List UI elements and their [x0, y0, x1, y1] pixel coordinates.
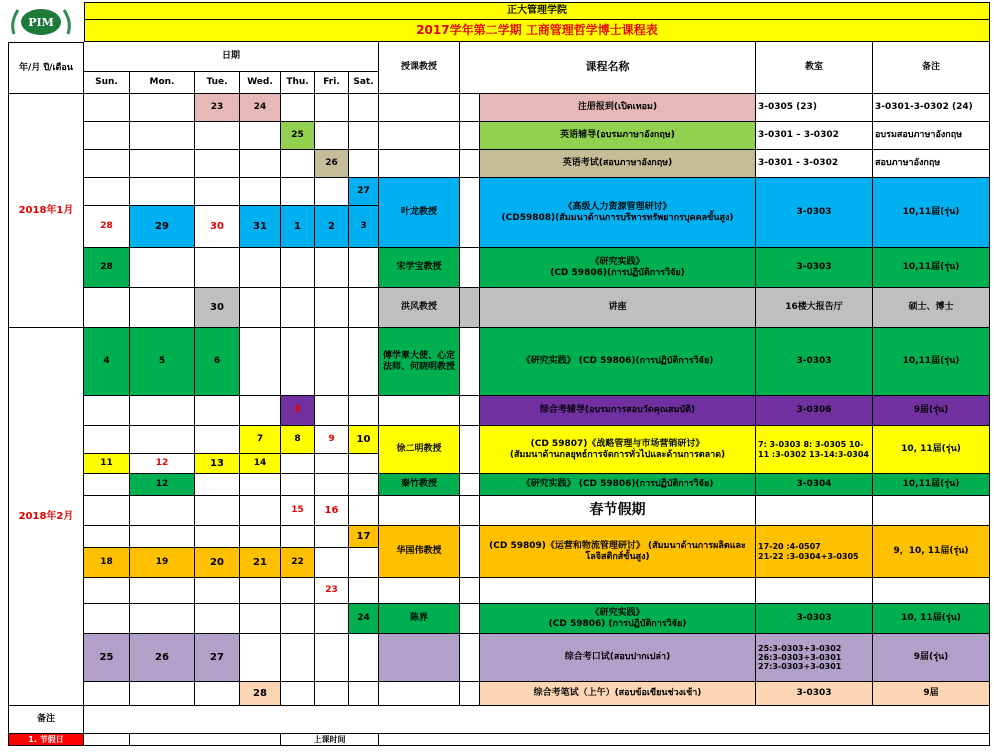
date-cell: 25: [281, 122, 315, 150]
empty-date-cell: [281, 634, 315, 682]
date-cell: 28: [84, 206, 130, 248]
empty-date-cell: [315, 178, 349, 206]
page-title: 2017学年第二学期 工商管理哲学博士课程表: [84, 20, 990, 42]
empty-date-cell: [130, 396, 195, 426]
empty-date-cell: [240, 396, 281, 426]
room-cell: 3-0303: [756, 248, 873, 288]
empty-date-cell: [240, 474, 281, 496]
empty-date-cell: [84, 474, 130, 496]
empty-date-cell: [315, 548, 349, 578]
course-cell: 《研究实践》 (CD 59806)(การปฏิบัติการวิจัย): [480, 248, 756, 288]
date-cell: 8: [281, 396, 315, 426]
empty-date-cell: [281, 328, 315, 396]
teacher-cell: [379, 682, 460, 706]
empty-date-cell: [84, 426, 130, 454]
empty-date-cell: [130, 94, 195, 122]
empty-date-cell: [349, 682, 379, 706]
empty-date-cell: [195, 578, 240, 604]
date-cell: 19: [130, 548, 195, 578]
note-cell: 9届(รุ่น): [873, 396, 990, 426]
empty-date-cell: [349, 474, 379, 496]
teacher-cell: 宋学宝教授: [379, 248, 460, 288]
date-header: 日期: [84, 42, 379, 72]
legend-cell: [130, 734, 281, 746]
empty-date-cell: [240, 604, 281, 634]
date-cell: 27: [349, 178, 379, 206]
course-cell: 讲座: [480, 288, 756, 328]
legend-cell: [379, 734, 990, 746]
empty-date-cell: [349, 454, 379, 474]
empty-date-cell: [349, 150, 379, 178]
date-cell: 12: [130, 474, 195, 496]
note-cell: 10, 11届(รุ่น): [873, 604, 990, 634]
empty-date-cell: [130, 604, 195, 634]
note-cell: 硕士、博士: [873, 288, 990, 328]
empty-date-cell: [281, 454, 315, 474]
empty-date-cell: [130, 682, 195, 706]
empty-date-cell: [281, 248, 315, 288]
date-cell: 21: [240, 548, 281, 578]
teacher-cell: 徐二明教授: [379, 426, 460, 474]
empty-date-cell: [84, 178, 130, 206]
empty-date-cell: [240, 526, 281, 548]
empty-date-cell: [84, 288, 130, 328]
holiday-legend: 1. 节假日: [8, 734, 84, 746]
empty-date-cell: [195, 426, 240, 454]
empty-date-cell: [84, 94, 130, 122]
date-cell: 2: [315, 206, 349, 248]
room-cell: 17-20 :4-0507 21-22 :3-0304+3-0305: [756, 526, 873, 578]
empty-date-cell: [315, 604, 349, 634]
spacer-cell: [460, 682, 480, 706]
teacher-cell: [379, 122, 460, 150]
spacer-cell: [460, 328, 480, 396]
date-cell: 15: [281, 496, 315, 526]
teacher-cell: 陈界: [379, 604, 460, 634]
date-cell: 24: [349, 604, 379, 634]
spacer-cell: [460, 604, 480, 634]
empty-date-cell: [195, 122, 240, 150]
date-cell: 11: [84, 454, 130, 474]
empty-date-cell: [281, 526, 315, 548]
date-cell: 31: [240, 206, 281, 248]
course-cell: 《高级人力资源管理研讨》 (CD59808)(สัมมนาด้านการบริหารทรัพยากรบุคคลขั้นสูง): [480, 178, 756, 248]
empty-date-cell: [84, 604, 130, 634]
course-cell: (CD 59809)《运营和物流管理研讨》 (สัมมนาด้านการผลิตและโลจิสติกส์ขั้นสูง): [480, 526, 756, 578]
empty-date-cell: [315, 288, 349, 328]
empty-date-cell: [84, 526, 130, 548]
month-feb: 2018年2月: [8, 328, 84, 706]
teacher-cell: [379, 578, 460, 604]
empty-date-cell: [240, 634, 281, 682]
empty-date-cell: [315, 526, 349, 548]
day-sun: Sun.: [84, 72, 130, 94]
room-cell: 3-0304: [756, 474, 873, 496]
room-cell: 3-0303: [756, 178, 873, 248]
day-fri: Fri.: [315, 72, 349, 94]
empty-date-cell: [349, 328, 379, 396]
teacher-cell: [379, 634, 460, 682]
empty-date-cell: [281, 578, 315, 604]
empty-date-cell: [349, 396, 379, 426]
teacher-cell: 傅学章大使、心定法师、何晓明教授: [379, 328, 460, 396]
month-jan: 2018年1月: [8, 94, 84, 328]
room-cell: 3-0305 (23): [756, 94, 873, 122]
course-cell: [480, 578, 756, 604]
school-name: 正大管理学院: [84, 2, 990, 20]
date-cell: 26: [315, 150, 349, 178]
course-cell: 《研究实践》 (CD 59806)(การปฏิบัติการวิจัย): [480, 474, 756, 496]
teacher-cell: [379, 150, 460, 178]
svg-text:PIM: PIM: [28, 16, 54, 29]
empty-date-cell: [84, 396, 130, 426]
teacher-cell: 洪风教授: [379, 288, 460, 328]
date-cell: 14: [240, 454, 281, 474]
empty-date-cell: [84, 578, 130, 604]
date-cell: 28: [84, 248, 130, 288]
school-logo: [8, 4, 74, 40]
date-cell: 27: [195, 634, 240, 682]
room-cell: 3-0303: [756, 682, 873, 706]
date-cell: 23: [315, 578, 349, 604]
spacer-cell: [460, 122, 480, 150]
day-tue: Tue.: [195, 72, 240, 94]
course-cell: 《研究实践》 (CD 59806)(การปฏิบัติการวิจัย): [480, 328, 756, 396]
empty-date-cell: [315, 122, 349, 150]
month-header: 年/月 ปี/เดือน: [8, 42, 84, 94]
note-cell: 10,11届(รุ่น): [873, 248, 990, 288]
empty-date-cell: [130, 578, 195, 604]
course-cell: (CD 59807)《战略管理与市场营销研讨》 (สัมมนาด้านกลยุทธ์การจัดการทั่วไปและด้านการตลาด): [480, 426, 756, 474]
empty-date-cell: [240, 150, 281, 178]
room-header: 教室: [756, 42, 873, 94]
date-cell: 8: [281, 426, 315, 454]
note-header: 备注: [873, 42, 990, 94]
empty-date-cell: [195, 474, 240, 496]
course-cell: 《研究实践》 (CD 59806) (การปฏิบัติการวิจัย): [480, 604, 756, 634]
empty-date-cell: [349, 634, 379, 682]
note-cell: 10,11届(รุ่น): [873, 474, 990, 496]
empty-date-cell: [281, 474, 315, 496]
spacer-cell: [460, 150, 480, 178]
day-wed: Wed.: [240, 72, 281, 94]
teacher-cell: 秦竹教授: [379, 474, 460, 496]
room-cell: 3-0301 - 3-0302: [756, 150, 873, 178]
class-time-legend: 上课时间: [281, 734, 379, 746]
remark-cell: [84, 706, 990, 734]
empty-date-cell: [315, 474, 349, 496]
empty-date-cell: [84, 122, 130, 150]
spacer-cell: [460, 396, 480, 426]
date-cell: 9: [315, 426, 349, 454]
empty-date-cell: [84, 150, 130, 178]
note-cell: 10,11届(รุ่น): [873, 328, 990, 396]
date-cell: 30: [195, 206, 240, 248]
spacer-cell: [460, 496, 480, 526]
empty-date-cell: [130, 496, 195, 526]
date-cell: 24: [240, 94, 281, 122]
room-cell: 3-0303: [756, 328, 873, 396]
date-cell: 5: [130, 328, 195, 396]
empty-date-cell: [281, 682, 315, 706]
empty-date-cell: [240, 248, 281, 288]
empty-date-cell: [315, 682, 349, 706]
empty-date-cell: [130, 248, 195, 288]
date-cell: 25: [84, 634, 130, 682]
remark-label: 备注: [8, 706, 84, 734]
room-cell: [756, 578, 873, 604]
date-cell: 23: [195, 94, 240, 122]
empty-date-cell: [349, 496, 379, 526]
course-cell: 英语考试(สอบภาษาอังกฤษ): [480, 150, 756, 178]
empty-date-cell: [281, 604, 315, 634]
empty-date-cell: [195, 526, 240, 548]
empty-date-cell: [130, 526, 195, 548]
day-thu: Thu.: [281, 72, 315, 94]
date-cell: 13: [195, 454, 240, 474]
date-cell: 1: [281, 206, 315, 248]
empty-date-cell: [130, 122, 195, 150]
note-cell: 3-0301-3-0302 (24): [873, 94, 990, 122]
teacher-cell: [379, 496, 460, 526]
date-cell: 12: [130, 454, 195, 474]
date-cell: 3: [349, 206, 379, 248]
course-cell: 英语辅导(อบรมภาษาอังกฤษ): [480, 122, 756, 150]
empty-date-cell: [195, 248, 240, 288]
spacer-cell: [460, 526, 480, 578]
course-cell: 综合考笔试（上午）(สอบข้อเขียนช่วงเช้า): [480, 682, 756, 706]
date-cell: 10: [349, 426, 379, 454]
empty-date-cell: [240, 178, 281, 206]
date-cell: 18: [84, 548, 130, 578]
day-mon: Mon.: [130, 72, 195, 94]
empty-date-cell: [281, 94, 315, 122]
empty-date-cell: [349, 548, 379, 578]
spacer-cell: [460, 94, 480, 122]
teacher-cell: 叶龙教授: [379, 178, 460, 248]
empty-date-cell: [349, 122, 379, 150]
room-cell: 3-0303: [756, 604, 873, 634]
empty-date-cell: [84, 682, 130, 706]
spacer-cell: [460, 248, 480, 288]
date-cell: 28: [240, 682, 281, 706]
empty-date-cell: [349, 248, 379, 288]
teacher-cell: [379, 396, 460, 426]
course-cell: 春节假期: [480, 496, 756, 526]
note-cell: 9，10, 11届(รุ่น): [873, 526, 990, 578]
spacer-cell: [460, 178, 480, 248]
course-cell: 综合考辅导(อบรมการสอบวัดคุณสมบัติ): [480, 396, 756, 426]
date-cell: 22: [281, 548, 315, 578]
course-header: 课程名称: [460, 42, 756, 94]
room-cell: 3-0306: [756, 396, 873, 426]
spacer-cell: [460, 578, 480, 604]
room-cell: 3-0301 – 3-0302: [756, 122, 873, 150]
empty-date-cell: [349, 578, 379, 604]
empty-date-cell: [195, 178, 240, 206]
date-cell: 4: [84, 328, 130, 396]
date-cell: 7: [240, 426, 281, 454]
empty-date-cell: [130, 150, 195, 178]
date-cell: 29: [130, 206, 195, 248]
spacer-cell: [460, 426, 480, 474]
empty-date-cell: [281, 178, 315, 206]
day-sat: Sat.: [349, 72, 379, 94]
note-cell: 9届: [873, 682, 990, 706]
empty-date-cell: [195, 150, 240, 178]
room-cell: [756, 496, 873, 526]
room-cell: 16楼大报告厅: [756, 288, 873, 328]
empty-date-cell: [130, 178, 195, 206]
empty-date-cell: [240, 122, 281, 150]
spacer-cell: [460, 474, 480, 496]
empty-date-cell: [195, 496, 240, 526]
note-cell: อบรมสอบภาษาอังกฤษ: [873, 122, 990, 150]
empty-date-cell: [130, 288, 195, 328]
room-cell: 25:3-0303+3-0302 26:3-0303+3-0301 27:3-0303+3-0301: [756, 634, 873, 682]
empty-date-cell: [315, 94, 349, 122]
date-cell: 17: [349, 526, 379, 548]
empty-date-cell: [281, 288, 315, 328]
note-cell: [873, 578, 990, 604]
empty-date-cell: [240, 496, 281, 526]
date-cell: 20: [195, 548, 240, 578]
empty-date-cell: [195, 396, 240, 426]
teacher-header: 授课教授: [379, 42, 460, 94]
empty-date-cell: [315, 454, 349, 474]
empty-date-cell: [315, 328, 349, 396]
date-cell: 16: [315, 496, 349, 526]
empty-date-cell: [84, 496, 130, 526]
empty-date-cell: [315, 396, 349, 426]
empty-date-cell: [349, 94, 379, 122]
empty-date-cell: [240, 288, 281, 328]
room-cell: 7: 3-0303 8: 3-0305 10-11 :3-0302 13-14:3-0304: [756, 426, 873, 474]
empty-date-cell: [315, 248, 349, 288]
course-cell: 综合考口试(สอบปากเปล่า): [480, 634, 756, 682]
legend-cell: [84, 734, 130, 746]
note-cell: [873, 496, 990, 526]
date-cell: 6: [195, 328, 240, 396]
date-cell: 26: [130, 634, 195, 682]
empty-date-cell: [315, 634, 349, 682]
note-cell: สอบภาษาอังกฤษ: [873, 150, 990, 178]
empty-date-cell: [349, 288, 379, 328]
empty-date-cell: [195, 682, 240, 706]
empty-date-cell: [240, 328, 281, 396]
teacher-cell: [379, 94, 460, 122]
spacer-cell: [460, 288, 480, 328]
spacer-cell: [460, 634, 480, 682]
empty-date-cell: [130, 426, 195, 454]
course-cell: 注册报到(เปิดเทอม): [480, 94, 756, 122]
note-cell: 10,11届(รุ่น): [873, 178, 990, 248]
empty-date-cell: [281, 150, 315, 178]
teacher-cell: 华国伟教授: [379, 526, 460, 578]
empty-date-cell: [195, 604, 240, 634]
note-cell: 9届(รุ่น): [873, 634, 990, 682]
note-cell: 10, 11届(รุ่น): [873, 426, 990, 474]
date-cell: 30: [195, 288, 240, 328]
empty-date-cell: [240, 578, 281, 604]
